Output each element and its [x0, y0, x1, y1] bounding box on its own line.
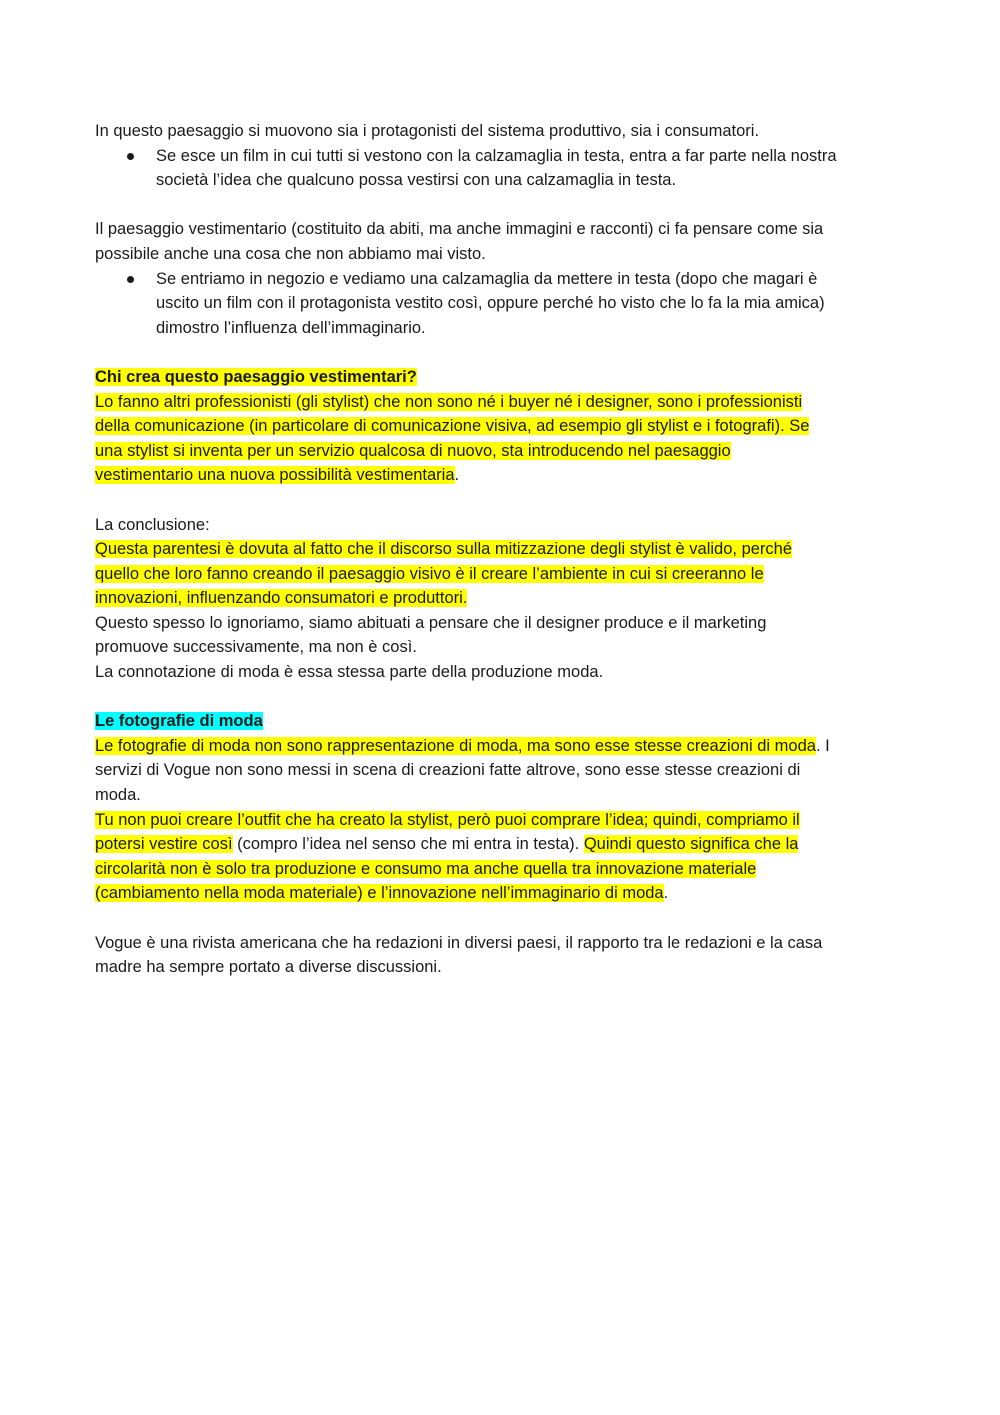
section-conclusion [95, 513, 915, 685]
text-line: promuove successivamente, ma non è così. [95, 638, 417, 657]
highlighted-text: Le fotografie di moda non sono rappresentazione di moda, ma sono esse stesse creazioni di moda [95, 736, 816, 755]
section-stylist [95, 365, 915, 488]
bullet-item-film [95, 144, 915, 193]
text-line [95, 537, 915, 562]
section-heading [95, 365, 915, 390]
heading-text: Chi crea questo paesaggio vestimentari? [95, 367, 417, 386]
text-line: Se entriamo in negozio e vediamo una calzamaglia da mettere in testa (dopo che magari è [156, 269, 818, 288]
text-line: La conclusione: [95, 515, 210, 534]
text-line: possibile anche una cosa che non abbiamo mai visto. [95, 244, 486, 263]
text-line [95, 808, 915, 833]
text-line: uscito un film con il protagonista vestito così, oppure perché ho visto che lo fa la mia amica) [156, 294, 825, 313]
paragraph-intro [95, 119, 915, 144]
text-line [95, 390, 915, 415]
spacer [95, 906, 915, 931]
document-page [95, 119, 915, 980]
text-line [95, 439, 915, 464]
text-line [95, 881, 915, 906]
plain-text: . [454, 466, 460, 485]
highlighted-text: vestimentario una nuova possibilità vestimentaria [95, 466, 455, 485]
paragraph-vestimentario [95, 217, 915, 266]
text-line: dimostro l’influenza dell’immaginario. [156, 318, 426, 337]
highlighted-text: una stylist si inventa per un servizio qualcosa di nuovo, sta introducendo nel paesaggio [95, 441, 731, 460]
text-line: società l’idea che qualcuno possa vestirsi con una calzamaglia in testa. [156, 171, 677, 190]
text-line: La connotazione di moda è essa stessa parte della produzione moda. [95, 663, 604, 682]
highlighted-text: Lo fanno altri professionisti (gli stylist) che non sono né i buyer né i designer, sono i professionisti [95, 392, 803, 411]
plain-text: (compro l’idea nel senso che mi entra in testa). [232, 835, 584, 854]
plain-text: . [663, 884, 669, 903]
text-line: servizi di Vogue non sono messi in scena di creazioni fatte altrove, sono esse stesse creazioni di [95, 761, 801, 780]
text-line [95, 857, 915, 882]
highlighted-text: potersi vestire così [95, 835, 233, 854]
highlighted-text: Tu non puoi creare l’outfit che ha creato la stylist, però puoi comprare l’idea; quindi, compriamo il [95, 810, 800, 829]
section-fotografie [95, 709, 915, 906]
text-line: madre ha sempre portato a diverse discussioni. [95, 958, 442, 977]
spacer [95, 488, 915, 513]
plain-text: . I [815, 736, 830, 755]
text-line: moda. [95, 786, 141, 805]
text-line: Se esce un film in cui tutti si vestono con la calzamaglia in testa, entra a far parte nella nostra [156, 146, 837, 165]
spacer [95, 685, 915, 710]
highlighted-text: quello che loro fanno creando il paesaggio visivo è il creare l’ambiente in cui si creeranno le [95, 564, 764, 583]
highlighted-text: della comunicazione (in particolare di comunicazione visiva, ad esempio gli stylist e i fotografi). Se [95, 417, 810, 436]
text-line [95, 414, 915, 439]
text-line: Vogue è una rivista americana che ha redazioni in diversi paesi, il rapporto tra le redazioni e la casa [95, 933, 823, 952]
bullet-icon [127, 144, 137, 169]
highlighted-text: innovazioni, influenzando consumatori e produttori. [95, 589, 468, 608]
spacer [95, 340, 915, 365]
highlighted-text: Questa parentesi è dovuta al fatto che il discorso sulla mitizzazione degli stylist è valido, perché [95, 540, 793, 559]
bullet-icon [127, 267, 137, 292]
text-line [95, 586, 915, 611]
bullet-item-negozio [95, 267, 915, 341]
section-heading [95, 709, 915, 734]
text-line [95, 832, 915, 857]
text-line: Questo spesso lo ignoriamo, siamo abituati a pensare che il designer produce e il marketing [95, 613, 767, 632]
spacer [95, 193, 915, 218]
text-line: In questo paesaggio si muovono sia i protagonisti del sistema produttivo, sia i consumatori. [95, 122, 760, 140]
text-line [95, 734, 915, 759]
text-line [95, 463, 915, 488]
highlighted-text: circolarità non è solo tra produzione e consumo ma anche quella tra innovazione materiale [95, 859, 757, 878]
paragraph-vogue [95, 931, 915, 980]
text-line [95, 562, 915, 587]
heading-text: Le fotografie di moda [95, 712, 263, 731]
highlighted-text: (cambiamento nella moda materiale) e l’innovazione nell’immaginario di moda [95, 884, 664, 903]
text-line: Il paesaggio vestimentario (costituito da abiti, ma anche immagini e racconti) ci fa pensare come sia [95, 220, 824, 239]
highlighted-text: Quindi questo significa che la [583, 835, 799, 854]
